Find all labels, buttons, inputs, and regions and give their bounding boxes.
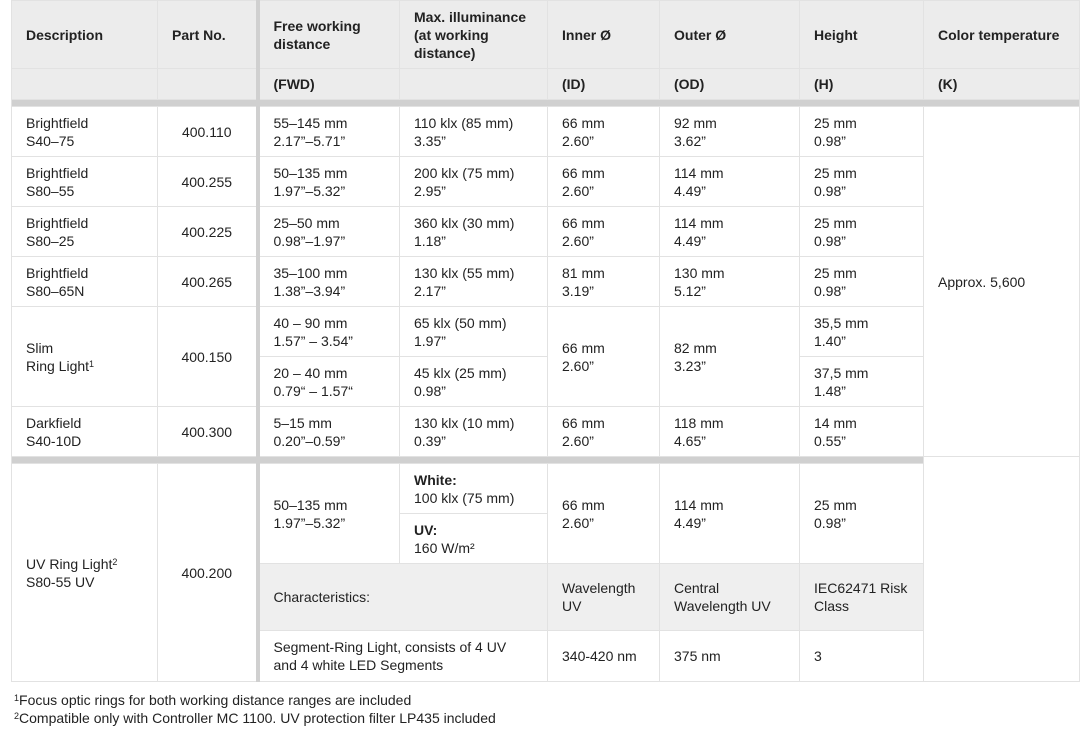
h-line: 0.98”	[814, 232, 846, 249]
cell-illuminance	[400, 257, 548, 307]
cell-description	[12, 257, 158, 307]
header-color-temperature: Color temperature	[924, 1, 1080, 69]
h-line: 25 mm	[814, 214, 857, 231]
desc-line: S80-55 UV	[26, 573, 95, 590]
cell-height	[800, 257, 924, 307]
fwd-line: 2.17”–5.71”	[273, 132, 346, 149]
illum-line: 360 klx (30 mm)	[414, 214, 515, 231]
cell-fwd	[258, 357, 400, 407]
footnote-text: Compatible only with Controller MC 1100. UV protection filter LP435 included	[19, 710, 496, 726]
cell-color-temperature: Approx. 5,600	[924, 107, 1080, 457]
specification-table	[11, 0, 1080, 682]
cell-description	[12, 407, 158, 457]
separator	[12, 100, 1080, 107]
cell-height	[800, 357, 924, 407]
illum-line: 2.17”	[414, 282, 446, 299]
fwd-line: 20 – 40 mm	[273, 364, 348, 381]
desc-line: Slim	[26, 339, 54, 356]
id-line: 2.60”	[562, 182, 594, 199]
characteristics-risk-class-value: 3	[800, 631, 924, 682]
h-line: 25 mm	[814, 114, 857, 131]
illum-line: 1.18”	[414, 232, 446, 249]
cell-outer	[660, 307, 800, 407]
h-line: 25 mm	[814, 264, 857, 281]
uv-value: 160 W/m²	[414, 539, 475, 556]
od-line: 5.12”	[674, 282, 706, 299]
desc-line: Brightfield	[26, 164, 89, 181]
header-description: Description	[12, 1, 158, 69]
cell-fwd	[258, 207, 400, 257]
h-line: 1.40”	[814, 332, 846, 349]
cell-inner	[548, 107, 660, 157]
od-line: 114 mm	[674, 164, 724, 181]
characteristics-wavelength-value: 340-420 nm	[548, 631, 660, 682]
cell-outer	[660, 257, 800, 307]
table-row	[12, 407, 1080, 457]
od-line: 118 mm	[674, 414, 724, 431]
cell-illuminance	[400, 407, 548, 457]
h-line: 1.48”	[814, 382, 846, 399]
od-line: 4.65”	[674, 432, 706, 449]
illum-line: 3.35”	[414, 132, 446, 149]
uv-label: UV:	[414, 521, 438, 538]
fwd-line: 1.57” – 3.54”	[273, 332, 353, 349]
cell-color-temperature-empty	[924, 464, 1080, 682]
id-line: 66 mm	[562, 339, 605, 356]
fwd-line: 25–50 mm	[273, 214, 340, 231]
subheader-fwd: (FWD)	[258, 69, 400, 100]
h-line: 35,5 mm	[814, 314, 869, 331]
table-row	[12, 464, 1080, 514]
od-line: 92 mm	[674, 114, 717, 131]
table-row	[12, 207, 1080, 257]
cell-fwd	[258, 107, 400, 157]
separator-gap	[924, 457, 1080, 464]
cell-height	[800, 207, 924, 257]
characteristics-label: Characteristics:	[258, 564, 548, 631]
desc-line: Brightfield	[26, 114, 89, 131]
h-line: 14 mm	[814, 414, 857, 431]
header-fwd: Free working distance	[258, 1, 400, 69]
h-line: 0.98”	[814, 514, 846, 531]
header-part-no: Part No.	[158, 1, 258, 69]
header-max-illuminance: Max. illuminance (at working distance)	[400, 1, 548, 69]
cell-illuminance	[400, 307, 548, 357]
illum-line: 130 klx (55 mm)	[414, 264, 515, 281]
subheader-empty	[158, 69, 258, 100]
cell-height	[800, 307, 924, 357]
fwd-line: 40 – 90 mm	[273, 314, 348, 331]
footnote-marker: 2	[14, 711, 20, 721]
cell-height	[800, 107, 924, 157]
footnote-1	[14, 691, 496, 709]
cell-outer	[660, 464, 800, 564]
cell-outer	[660, 107, 800, 157]
h-line: 25 mm	[814, 496, 857, 513]
cell-illuminance	[400, 107, 548, 157]
illum-line: 110 klx (85 mm)	[414, 114, 514, 131]
desc-line: UV Ring Light	[26, 555, 113, 572]
cell-fwd	[258, 307, 400, 357]
subheader-empty	[12, 69, 158, 100]
subheader-h: (H)	[800, 69, 924, 100]
od-line: 114 mm	[674, 214, 724, 231]
cell-height	[800, 407, 924, 457]
cell-illuminance	[400, 357, 548, 407]
cell-part-no: 400.265	[158, 257, 258, 307]
id-line: 2.60”	[562, 432, 594, 449]
footnote-text: Focus optic rings for both working distance ranges are included	[19, 692, 412, 708]
id-line: 66 mm	[562, 496, 605, 513]
cell-outer	[660, 407, 800, 457]
id-line: 2.60”	[562, 514, 594, 531]
white-value: 100 klx (75 mm)	[414, 489, 515, 506]
table-row	[12, 107, 1080, 157]
od-line: 4.49”	[674, 182, 706, 199]
subheader-od: (OD)	[660, 69, 800, 100]
cell-inner	[548, 207, 660, 257]
id-line: 2.60”	[562, 357, 594, 374]
cell-part-no: 400.300	[158, 407, 258, 457]
subheader-id: (ID)	[548, 69, 660, 100]
od-line: 4.49”	[674, 232, 706, 249]
id-line: 66 mm	[562, 214, 605, 231]
illum-line: 2.95”	[414, 182, 446, 199]
header-height: Height	[800, 1, 924, 69]
fwd-line: 0.20”–0.59”	[273, 432, 346, 449]
cell-fwd	[258, 464, 400, 564]
cell-part-no: 400.150	[158, 307, 258, 407]
table-row	[12, 157, 1080, 207]
characteristics-central-wavelength-header: Central Wavelength UV	[660, 564, 800, 631]
od-line: 4.49”	[674, 514, 706, 531]
footnote-marker: 1	[14, 693, 20, 703]
footnote-2	[14, 709, 496, 727]
illum-line: 130 klx (10 mm)	[414, 414, 515, 431]
cell-height	[800, 464, 924, 564]
illum-line: 45 klx (25 mm)	[414, 364, 507, 381]
subheader-k: (K)	[924, 69, 1080, 100]
subheader-empty	[400, 69, 548, 100]
cell-illuminance-uv	[400, 514, 548, 564]
cell-part-no: 400.110	[158, 107, 258, 157]
cell-description	[12, 307, 158, 407]
fwd-line: 0.79“ – 1.57“	[273, 382, 353, 399]
cell-illuminance	[400, 207, 548, 257]
illum-line: 1.97”	[414, 332, 446, 349]
fwd-line: 35–100 mm	[273, 264, 348, 281]
id-line: 66 mm	[562, 164, 605, 181]
cell-inner	[548, 464, 660, 564]
cell-illuminance-white	[400, 464, 548, 514]
characteristics-description: Segment-Ring Light, consists of 4 UV and 4 white LED Segments	[258, 631, 548, 682]
od-line: 82 mm	[674, 339, 717, 356]
cell-description	[12, 207, 158, 257]
id-line: 2.60”	[562, 232, 594, 249]
cell-description	[12, 157, 158, 207]
od-line: 130 mm	[674, 264, 725, 281]
desc-line: S40-10D	[26, 432, 82, 449]
cell-inner	[548, 307, 660, 407]
fwd-line: 1.97”–5.32”	[273, 182, 346, 199]
h-line: 0.98”	[814, 182, 846, 199]
header-outer-diameter: Outer Ø	[660, 1, 800, 69]
cell-part-no: 400.255	[158, 157, 258, 207]
characteristics-central-wavelength-value: 375 nm	[660, 631, 800, 682]
footnote-marker: 2	[112, 556, 118, 567]
illum-line: 0.98”	[414, 382, 446, 399]
fwd-line: 0.98”–1.97”	[273, 232, 346, 249]
table-row	[12, 307, 1080, 357]
white-label: White:	[414, 471, 457, 488]
fwd-line: 5–15 mm	[273, 414, 332, 431]
header-inner-diameter: Inner Ø	[548, 1, 660, 69]
footnote-marker: 1	[89, 358, 95, 369]
cell-height	[800, 157, 924, 207]
h-line: 0.55”	[814, 432, 846, 449]
characteristics-risk-class-header: IEC62471 Risk Class	[800, 564, 924, 631]
cell-outer	[660, 207, 800, 257]
desc-line: S40–75	[26, 132, 75, 149]
id-line: 3.19”	[562, 282, 594, 299]
id-line: 66 mm	[562, 414, 605, 431]
desc-line: S80–55	[26, 182, 75, 199]
characteristics-wavelength-header: Wavelength UV	[548, 564, 660, 631]
id-line: 81 mm	[562, 264, 605, 281]
illum-line: 0.39”	[414, 432, 446, 449]
cell-part-no: 400.225	[158, 207, 258, 257]
cell-inner	[548, 407, 660, 457]
cell-outer	[660, 157, 800, 207]
cell-description	[12, 107, 158, 157]
fwd-line: 55–145 mm	[273, 114, 348, 131]
desc-line: Brightfield	[26, 214, 89, 231]
cell-inner	[548, 157, 660, 207]
desc-line: Darkfield	[26, 414, 82, 431]
od-line: 114 mm	[674, 496, 724, 513]
od-line: 3.62”	[674, 132, 706, 149]
cell-inner	[548, 257, 660, 307]
desc-line: S80–65N	[26, 282, 85, 299]
cell-illuminance	[400, 157, 548, 207]
id-line: 66 mm	[562, 114, 605, 131]
id-line: 2.60”	[562, 132, 594, 149]
h-line: 37,5 mm	[814, 364, 869, 381]
table-row	[12, 257, 1080, 307]
od-line: 3.23”	[674, 357, 706, 374]
separator	[12, 457, 924, 464]
cell-fwd	[258, 257, 400, 307]
fwd-line: 1.97”–5.32”	[273, 514, 346, 531]
cell-description	[12, 464, 158, 682]
desc-line: S80–25	[26, 232, 75, 249]
h-line: 0.98”	[814, 282, 846, 299]
cell-part-no: 400.200	[158, 464, 258, 682]
fwd-line: 50–135 mm	[273, 496, 348, 513]
fwd-line: 50–135 mm	[273, 164, 348, 181]
footnotes	[14, 691, 496, 727]
illum-line: 65 klx (50 mm)	[414, 314, 507, 331]
h-line: 0.98”	[814, 132, 846, 149]
illum-line: 200 klx (75 mm)	[414, 164, 515, 181]
cell-fwd	[258, 157, 400, 207]
h-line: 25 mm	[814, 164, 857, 181]
desc-line: Ring Light	[26, 357, 90, 374]
cell-fwd	[258, 407, 400, 457]
desc-line: Brightfield	[26, 264, 89, 281]
fwd-line: 1.38”–3.94”	[273, 282, 346, 299]
